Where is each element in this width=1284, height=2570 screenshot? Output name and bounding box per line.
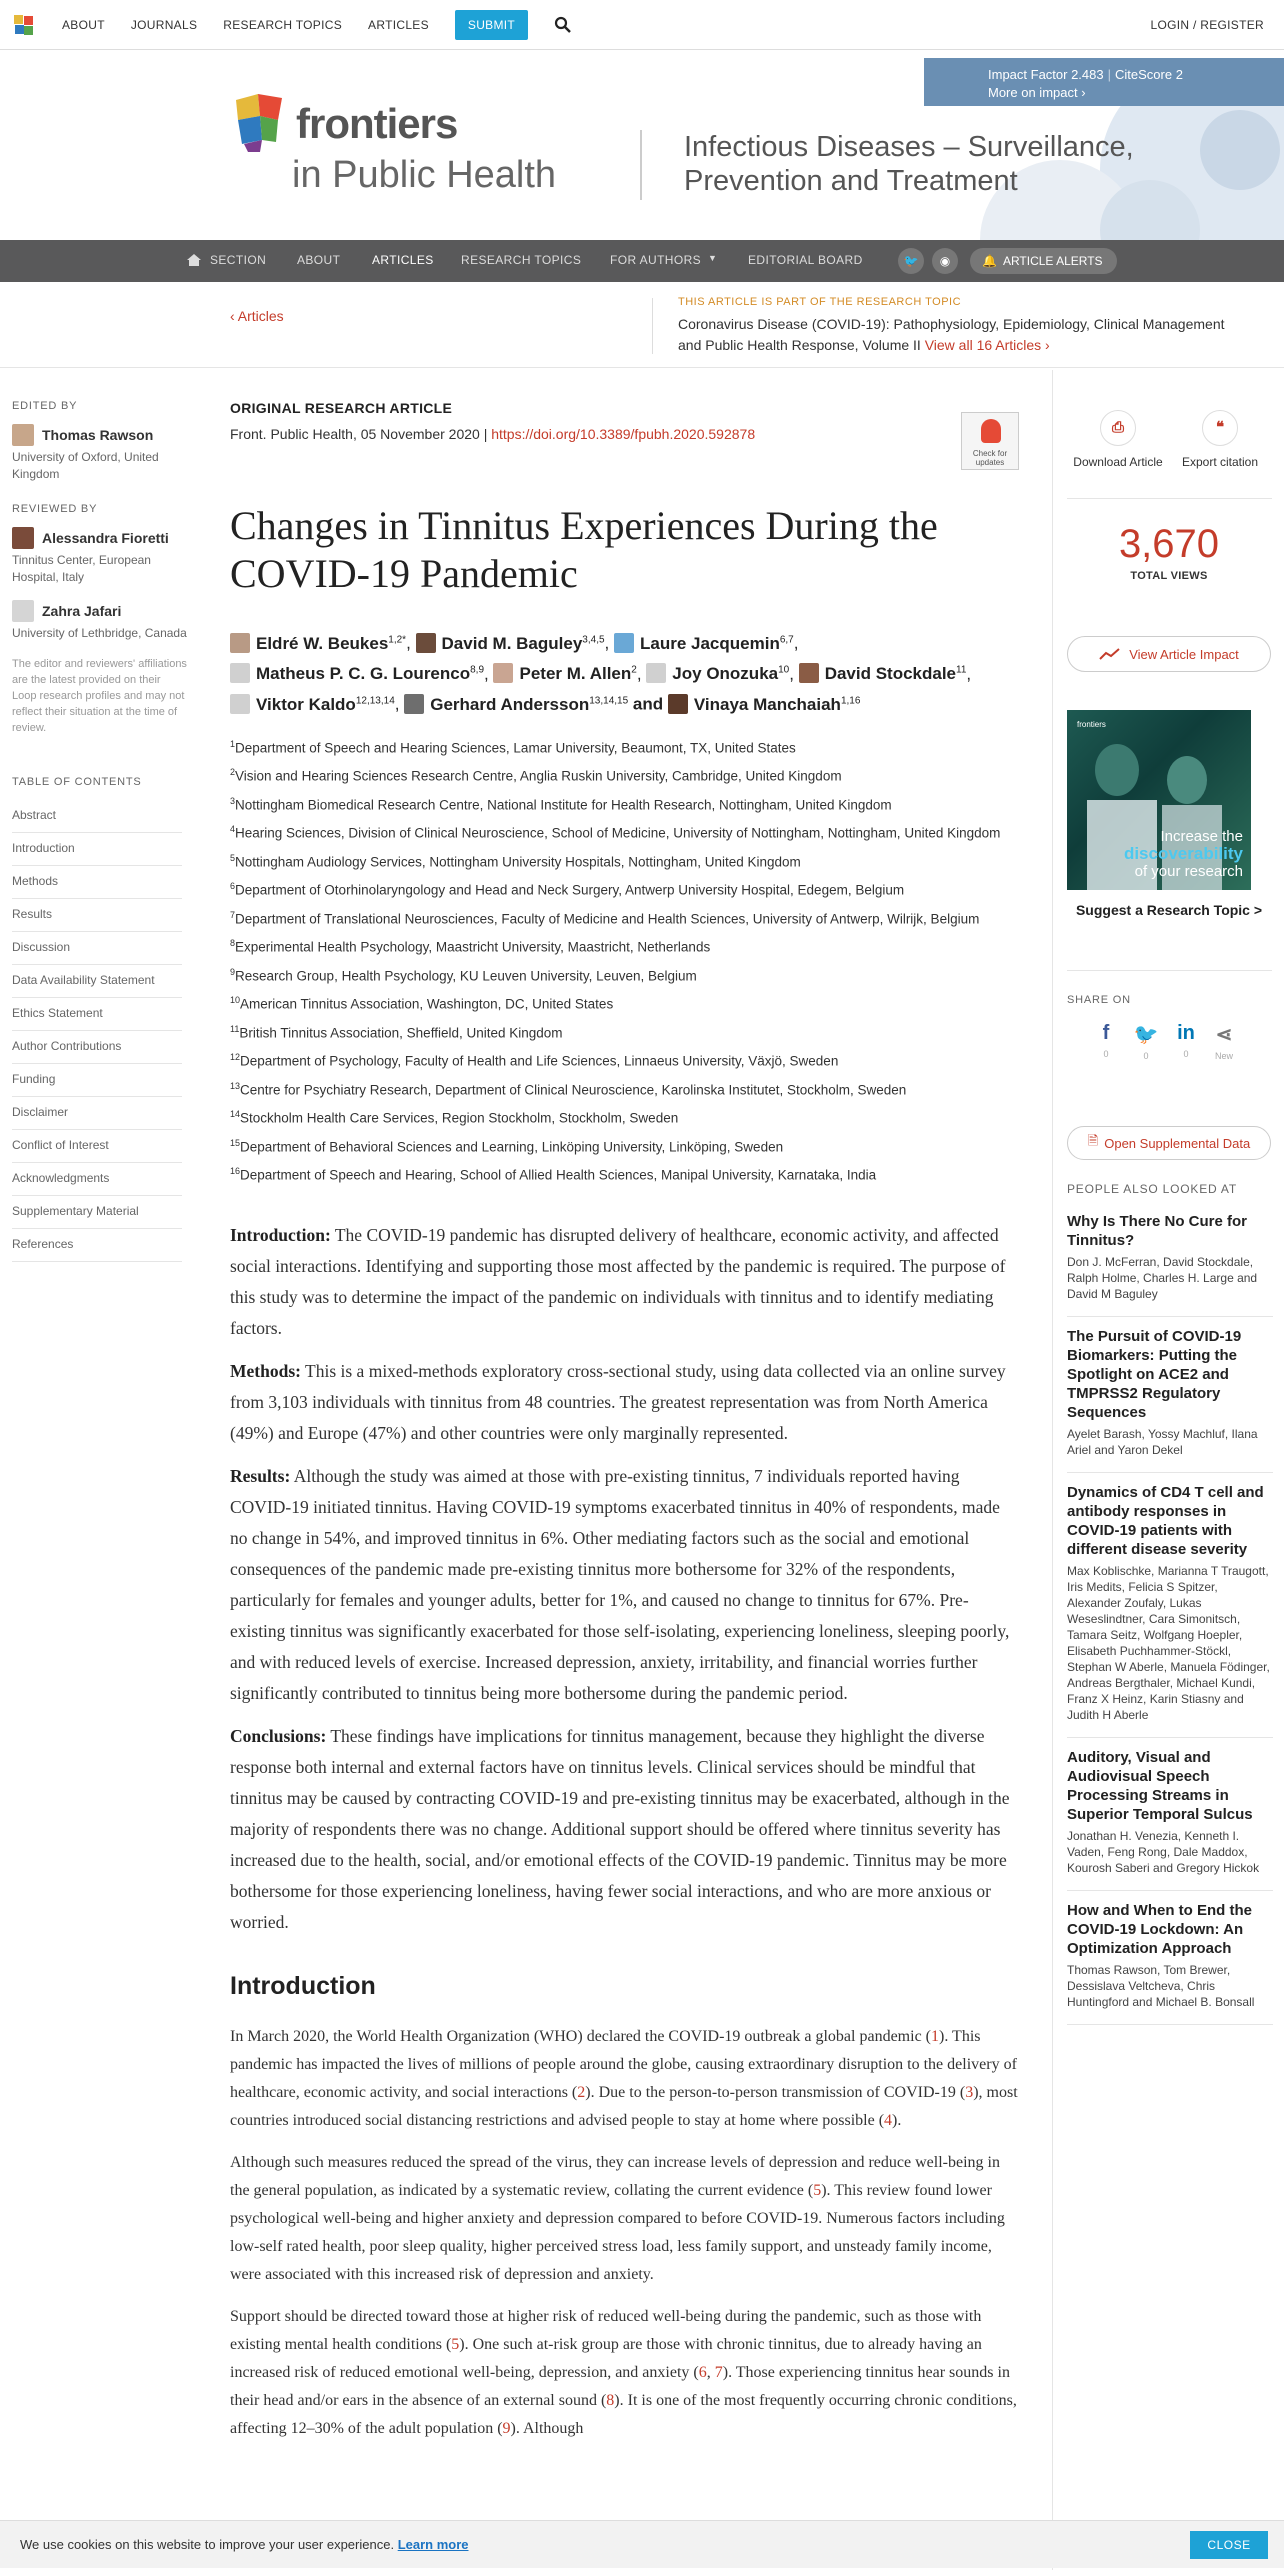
share-count: 0 [1103,1049,1109,1059]
paragraph: Although such measures reduced the spread of the virus, they can increase levels of depression and reduce well-being in the general population, as indicated by a systematic review, collating the current evidence (5). This review found lower psychological well-being and higher anxiety and depression compared to before COVID-19. Numerous factors including low-self rated health, poor sleep quality, higher perceived stress load, less family support, and unsteady family income, were associated with this increased risk of depression and anxiety. [230,2153,1005,2283]
share-count: New [1214,1051,1233,1061]
and-word: and [628,694,668,714]
author-avatar [230,694,250,714]
affiliation-number: 10 [230,995,241,1006]
article-alerts-label: ARTICLE ALERTS [1002,254,1103,268]
top-navbar [0,0,1284,50]
reviewer-note: The editor and reviewers' affiliations are the latest provided on their Loop research profiles and may not reflect their situation at the time of review. [12,658,187,734]
reviewed-by-heading: REVIEWED BY [12,503,98,515]
view-all-articles-link[interactable]: View all 16 Articles › [924,337,1050,353]
author-avatar [416,633,436,653]
author-name[interactable]: Vinaya Manchaiah [693,694,841,714]
related-article-authors: Don J. McFerran, David Stockdale, Ralph Holme, Charles H. Large and David M Baguley [1067,1255,1258,1301]
nav-journals-link[interactable]: JOURNALS [130,18,198,32]
check-badge-label: Check for updates [972,449,1008,467]
back-articles-label: Articles [237,308,284,324]
author-avatar [646,663,666,683]
toc-item[interactable]: Data Availability Statement [12,965,182,998]
author[interactable] [230,634,406,653]
frontiers-logo-icon[interactable] [12,13,36,37]
brand-name: frontiers [296,100,458,147]
affiliation: $^{10}$American Tinnitus Association, Washington, DC, United States [230,995,614,1012]
journal-name: in Public Health [292,154,557,196]
facebook-share-icon[interactable]: f 0 [1091,1022,1121,1059]
secnav-articles[interactable]: ARTICLES [372,253,434,267]
reference-link[interactable]: 5 [813,2181,822,2199]
toc-item[interactable]: Acknowledgments [12,1163,182,1196]
author-avatar [614,633,634,653]
author[interactable] [799,664,967,683]
article-alerts-button[interactable] [970,248,1117,274]
total-views-count: 3,670 [1118,522,1220,566]
author-avatar [799,663,819,683]
toc-item[interactable]: References [12,1229,182,1262]
secnav-editorial-board[interactable]: EDITORIAL BOARD [748,253,863,267]
download-article-button[interactable] [1063,410,1173,470]
affiliation-number: 12 [230,1052,241,1063]
article-type: ORIGINAL RESEARCH ARTICLE [230,400,453,416]
related-article[interactable] [1067,1327,1273,1473]
author-name[interactable]: Laure Jacquemin [640,633,780,653]
author-affiliation-number: 1,16 [840,695,861,707]
reference-link[interactable]: 9 [502,2419,511,2437]
ad-line: of your research [1134,863,1243,880]
reference-link[interactable]: 7 [714,2363,723,2381]
linkedin-share-icon[interactable]: in 0 [1171,1022,1201,1059]
suggest-research-topic-link[interactable]: Suggest a Research Topic > [1075,902,1263,918]
nav-articles-link[interactable]: ARTICLES [368,18,429,32]
affiliation-number: 8 [230,938,236,949]
secnav-section[interactable]: SECTION [210,253,267,267]
author-name[interactable]: David M. Baguley [441,633,583,653]
research-topic-link[interactable]: Coronavirus Disease (COVID-19): Pathophysiology, Epidemiology, Clinical Management and Public Health Response, Volume II [678,316,1225,353]
editor-affiliation: University of Oxford, United Kingdom [12,450,159,481]
impact-button-label: View Article Impact [1129,646,1239,662]
toc-item[interactable]: Discussion [12,932,182,965]
author-avatar [404,694,424,714]
divider [1067,970,1272,971]
related-article-title[interactable]: How and When to End the COVID-19 Lockdown: An Optimization Approach [1067,1902,1252,1957]
author-avatar [493,663,513,683]
total-views-label: TOTAL VIEWS [1130,570,1208,582]
right-sidebar [1052,370,1284,2570]
affiliation: $^8$Experimental Health Psychology, Maastricht University, Maastricht, Netherlands [230,938,711,955]
affiliation: $^{14}$Stockholm Health Care Services, Region Stockholm, Stockholm, Sweden [230,1109,679,1126]
frontiers-brand-logo-icon[interactable] [230,90,296,156]
paragraph: Support should be directed toward those at higher risk of reduced well-being during the pandemic, such as those with existing mental health conditions (5). One such at-risk group are those with chronic tinnitus, due to already having an increased risk of reduced emotional well-being, depression, and anxiety (6, 7). Those experiencing tinnitus hear sounds in their head and/or ears in the absence of an external sound (8). It is one of the most frequently occurring chronic conditions, affecting 12–30% of the adult population (9). Although [230,2307,1017,2437]
affiliation-list [230,732,1020,1188]
author[interactable] [646,664,789,683]
related-article[interactable] [1067,1212,1273,1317]
author-affiliation-number: 3,4,5 [582,634,605,645]
check-for-updates-badge[interactable] [961,412,1019,470]
toc-item[interactable]: Author Contributions [12,1031,182,1064]
home-icon [186,253,202,267]
author[interactable] [416,634,605,653]
author[interactable] [614,634,794,653]
reference-link[interactable]: 2 [577,2083,586,2101]
abstract-label: Results: [230,1465,291,1486]
avatar [12,527,34,549]
affiliation: $^{15}$Department of Behavioral Sciences and Learning, Linköping University, Linköping, Sweden [230,1137,784,1155]
table-of-contents [12,800,182,1262]
author-affiliation-number: 1,2* [388,634,407,645]
trend-chart-icon [1099,647,1121,661]
impact-factor-box[interactable]: Impact Factor 2.483 | CiteScore 2 More on impact › [924,58,1284,106]
toc-item[interactable]: Supplementary Material [12,1196,182,1229]
editor-name[interactable]: Thomas Rawson [42,427,154,443]
journal-header [0,50,1284,240]
research-topic-title [678,314,1238,356]
affiliation: $^4$Hearing Sciences, Division of Clinical Neuroscience, School of Medicine, University of Nottingham, Nottingham, United Kingdom [230,824,1001,841]
abstract-label: Introduction: [230,1224,331,1245]
reference-link[interactable]: 5 [451,2335,460,2353]
affiliation: $^{11}$British Tinnitus Association, Sheffield, United Kingdom [230,1023,563,1041]
download-label: Download Article [1073,455,1163,469]
author-name[interactable]: Matheus P. C. G. Lourenco [256,664,471,684]
ad-brand: frontiers [1077,720,1106,729]
toc-item[interactable]: Introduction [12,833,182,866]
reference-link[interactable]: 3 [965,2083,974,2101]
editor[interactable] [12,424,188,446]
crumb-divider [652,298,653,354]
author[interactable] [230,664,484,683]
author-avatar [230,633,250,653]
related-articles-list [1067,1212,1273,2035]
author[interactable] [668,695,861,714]
author-affiliation-number: 13,14,15 [589,695,629,707]
secnav-for-authors[interactable]: FOR AUTHORS [610,253,702,267]
related-article-authors: Jonathan H. Venezia, Kenneth I. Vaden, Feng Rong, Dale Maddox, Kourosh Saberi and Gregory Hickok [1067,1829,1260,1875]
nav-about-link[interactable]: ABOUT [62,18,105,32]
article-main [230,400,1020,2457]
author[interactable] [230,695,395,714]
ad-line: discoverability [1123,844,1243,863]
author-affiliation-number: 12,13,14 [355,695,395,707]
paragraph: In March 2020, the World Health Organization (WHO) declared the COVID-19 outbreak a global pandemic (1). This pandemic has impacted the lives of millions of people around the globe, causing extraordinary disruption to the delivery of healthcare, economic activity, and social interactions (2). Due to the person-to-person transmission of COVID-19 (3), most countries introduced social distancing restrictions and advised people to stay at home where possible (4). [230,2027,1018,2129]
cookie-text [20,2537,469,2552]
abstract-paragraph: Conclusions: These findings have implications for tinnitus management, because they highlight the diverse response both internal and external factors have on tinnitus levels. Clinical services should be mindful that tinnitus may be caused by contracting COVID-19 and pre-existing tinnitus may be exacerbated, although in the majority of respondents there was no change. Additional support should be offered where tinnitus severity has increased due to the health, social, and/or emotional effects of the COVID-19 pandemic. Tinnitus may be more bothersome for those experiencing loneliness, having fewer social interactions, and who are more anxious or worried. [230,1725,1010,1932]
related-article-title[interactable]: Why Is There No Cure for Tinnitus? [1067,1213,1248,1249]
affiliation: $^7$Department of Translational Neurosciences, Faculty of Medicine and Health Sciences, University of Antwerp, Wilrijk, Belgium [230,909,980,927]
learn-more-link[interactable]: Learn more [397,2537,469,2552]
affiliation: $^1$Department of Speech and Hearing Sciences, Lamar University, Beaumont, TX, United States [230,738,796,756]
people-also-looked-at-heading: PEOPLE ALSO LOOKED AT [1067,1182,1237,1196]
cookie-message: We use cookies on this website to improve your user experience. [20,2537,395,2552]
related-article-title[interactable]: The Pursuit of COVID-19 Biomarkers: Putting the Spotlight on ACE2 and TMPRSS2 Regulatory Sequences [1067,1328,1242,1421]
affiliation: $^6$Department of Otorhinolaryngology and Head and Neck Surgery, Antwerp University Hospital, Edegem, Belgium [230,881,905,898]
affiliation-number: 5 [230,852,236,863]
affiliation-number: 13 [230,1080,241,1091]
author-affiliation-number: 11 [956,664,967,676]
toc-item[interactable]: Abstract [12,800,182,833]
author-name[interactable]: Viktor Kaldo [256,694,356,714]
introduction-body [230,2023,1020,2443]
reference-link[interactable]: 1 [931,2027,939,2045]
related-article[interactable] [1067,1748,1273,1891]
cookie-close-button[interactable]: CLOSE [1190,2531,1268,2559]
affiliation: $^9$Research Group, Health Psychology, KU Leuven University, Leuven, Belgium [230,966,697,984]
share-count: 0 [1143,1051,1149,1061]
secnav-research-topics[interactable]: RESEARCH TOPICS [461,253,582,267]
affiliation-number: 2 [230,767,236,778]
submit-button[interactable]: SUBMIT [455,10,528,40]
related-article-authors: Max Koblischke, Marianna T Traugott, Iris Medits, Felicia S Spitzer, Alexander Zoufaly, Lukas Weseslindtner, Cara Simonitsch, Tamara Seitz, Wolfgang Hoepler, Elisabeth Puchhammer-Stöckl, Stephan W Aberle, Manuela Födinger, Andreas Bergthaler, Michael Kundi, Franz X Heinz, Karin Stiasny and Judith H Aberle [1067,1564,1270,1722]
impact-factor-text: Impact Factor 2.483 [988,67,1104,82]
related-article[interactable] [1067,1901,1273,2025]
toc-item[interactable]: Conflict of Interest [12,1130,182,1163]
article-title: Changes in Tinnitus Experiences During the COVID-19 Pandemic [230,503,938,596]
section-navbar [0,240,1284,282]
share-heading: SHARE ON [1067,994,1131,1006]
login-register-link[interactable]: LOGIN / REGISTER [1150,18,1264,32]
quote-icon: ❝ [1202,410,1238,446]
crossmark-icon [981,419,1001,443]
author-name[interactable]: David Stockdale [824,664,957,684]
export-label: Export citation [1181,455,1259,469]
affiliation-number: 15 [230,1137,241,1148]
export-citation-button[interactable] [1165,410,1275,470]
related-article-title[interactable]: Auditory, Visual and Audiovisual Speech Processing Streams in Superior Temporal Sulcus [1067,1749,1253,1823]
related-article-title[interactable]: Dynamics of CD4 T cell and antibody responses in COVID-19 patients with different disease severity [1067,1484,1264,1558]
ad-text [1124,828,1243,880]
research-topic-ad[interactable] [1067,710,1251,890]
chevron-left-icon: ‹ [230,308,238,324]
toc-item[interactable]: Methods [12,866,182,899]
abstract-label: Methods: [230,1360,301,1381]
breadcrumb-band [0,282,1284,368]
author-affiliation-number: 6,7 [779,634,794,645]
toc-item[interactable]: Disclaimer [12,1097,182,1130]
reviewer[interactable] [12,600,188,622]
author-name[interactable]: Joy Onozuka [672,664,779,684]
document-icon: 🗎 [1087,1133,1099,1148]
header-divider [640,130,642,200]
affiliation-number: 11 [230,1023,240,1034]
toc-item[interactable]: Funding [12,1064,182,1097]
ad-line: Increase the [1160,828,1243,845]
author-affiliation-number: 8,9 [470,664,485,676]
reviewer-name[interactable]: Zahra Jafari [42,603,122,619]
article-citation [230,426,1020,442]
affiliation-number: 1 [230,738,236,749]
reference-link[interactable]: 8 [606,2391,615,2409]
reviewer-affiliation: University of Lethbridge, Canada [12,626,187,640]
abstract-paragraph: Results: Although the study was aimed at those with pre-existing tinnitus, 7 individuals reported having COVID-19 initiated tinnitus. Having COVID-19 symptoms exacerbated tinnitus in 40% of respondents, made no change in 54%, and improved tinnitus in 6%. Other mediating factors such as the social and emotional consequences of the pandemic made pre-existing tinnitus more bothersome for 32% of the respondents, particularly for females and younger adults, better for 1%, and caused no change to tinnitus for 67%. Pre-existing tinnitus was significantly exacerbated for those self-isolating, experiencing loneliness, sleeping poorly, and with reduced levels of exercise. Increased depression, anxiety, irritability, and financial worries further significantly contributed to tinnitus being more bothersome during the pandemic period. [230,1465,1010,1703]
author-name[interactable]: Peter M. Allen [519,664,632,684]
pdf-icon: ⎙ [1100,410,1136,446]
affiliation: $^3$Nottingham Biomedical Research Centre, National Institute for Health Research, Nottingham, United Kingdom [230,795,892,813]
secnav-about[interactable]: ABOUT [297,253,341,267]
rss-icon[interactable]: ◉ [932,248,958,274]
avatar [12,424,34,446]
edited-by-heading: EDITED BY [12,400,78,412]
section-name: Infectious Diseases – Surveillance, Prevention and Treatment [684,131,1134,197]
affiliation-number: 7 [230,909,236,920]
top-nav-links [62,0,572,50]
chevron-down-icon: ▼ [708,253,718,263]
supp-button-label: Open Supplemental Data [1104,1135,1251,1151]
twitter-icon[interactable]: 🐦 [898,248,924,274]
affiliation-number: 3 [230,795,236,806]
share-icon[interactable]: ⋖ New [1209,1022,1239,1061]
affiliation-number: 4 [230,824,236,835]
citation-text: Front. Public Health, 05 November 2020 | [230,426,488,442]
toc-item[interactable]: Results [12,899,182,932]
author-affiliation-number: 2 [631,664,637,676]
affiliation-number: 6 [230,881,236,892]
twitter-share-icon[interactable]: 🐦 0 [1131,1022,1161,1061]
author-name[interactable]: Gerhard Andersson [430,694,590,714]
reference-link[interactable]: 4 [884,2111,893,2129]
affiliation-number: 16 [230,1166,241,1177]
reviewer-name[interactable]: Alessandra Fioretti [42,530,169,546]
author-list: Eldré W. Beukes$^{1,2*}$, David M. Baguley$^{3,4,5}$, Laure Jacquemin$^{6,7}$, Matheus P. C. G. Lourenco$^{8,9}$, Peter M. Allen$^2$, Joy Onozuka$^{10}$, David Stockdale$^{11}$, Viktor Kaldo$^{12,13,14}$, Gerhard Andersson$^{13,14,15}$ and Vinaya Manchaiah$^{1,16}$ [230,626,1020,718]
reviewer[interactable] [12,527,188,549]
introduction-heading: Introduction [230,1971,376,2000]
author-affiliation-number: 10 [778,664,790,676]
abstract-paragraph: Introduction: The COVID-19 pandemic has disrupted delivery of healthcare, economic activity, and affected social interactions. Identifying and supporting those most affected by the pandemic is required. The purpose of this study was to determine the impact of the pandemic on individuals with tinnitus and to identify mediating factors. [230,1224,1006,1338]
view-article-impact-button[interactable] [1067,636,1271,672]
cookie-banner [0,2520,1284,2568]
search-icon[interactable] [554,16,572,34]
related-article-authors: Ayelet Barash, Yossy Machluf, Ilana Ariel and Yaron Dekel [1067,1427,1258,1457]
more-on-impact-link[interactable]: More on impact › [988,85,1086,100]
author-name[interactable]: Eldré W. Beukes [256,633,389,653]
share-count: 0 [1183,1049,1189,1059]
nav-research-topics-link[interactable]: RESEARCH TOPICS [223,18,343,32]
doi-link[interactable]: https://doi.org/10.3389/fpubh.2020.592878 [491,426,756,442]
affiliation: $^5$Nottingham Audiology Services, Nottingham University Hospitals, Nottingham, United Kingdom [230,852,801,870]
related-article[interactable] [1067,1483,1273,1738]
abstract-label: Conclusions: [230,1725,327,1746]
back-to-articles-link[interactable] [230,308,284,324]
affiliation: $^{12}$Department of Psychology, Faculty of Health and Life Sciences, Linnaeus University, Växjö, Sweden [230,1052,839,1069]
avatar [12,600,34,622]
affiliation: $^{16}$Department of Speech and Hearing, School of Allied Health Sciences, Manipal University, Karnataka, India [230,1166,877,1183]
toc-heading: TABLE OF CONTENTS [12,776,142,788]
open-supplemental-data-button[interactable] [1067,1126,1271,1160]
author-avatar [668,694,688,714]
reference-link[interactable]: 6 [698,2363,707,2381]
bell-icon: 🔔 [982,254,997,268]
affiliation-number: 9 [230,966,236,977]
research-topic-tag: THIS ARTICLE IS PART OF THE RESEARCH TOPIC [678,296,962,308]
citescore-text: CiteScore 2 [1115,67,1183,82]
author[interactable] [493,664,636,683]
toc-item[interactable]: Ethics Statement [12,998,182,1031]
reviewer-affiliation: Tinnitus Center, European Hospital, Italy [12,553,151,584]
affiliation: $^{13}$Centre for Psychiatry Research, Department of Clinical Neuroscience, Karolinska Institutet, Stockholm, Sweden [230,1080,907,1098]
affiliation: $^2$Vision and Hearing Sciences Research Centre, Anglia Ruskin University, Cambridge, United Kingdom [230,767,842,784]
abstract [230,1220,1020,1938]
abstract-paragraph: Methods: This is a mixed-methods exploratory cross-sectional study, using data collected via an online survey from 3,103 individuals with tinnitus from 48 countries. The greatest representation was from North America (49%) and Europe (47%) and other countries were only marginally represented. [230,1360,1006,1443]
author-avatar [230,663,250,683]
divider [1067,498,1272,499]
author[interactable] [404,695,628,714]
left-sidebar [12,400,188,1262]
affiliation-number: 14 [230,1109,241,1120]
related-article-authors: Thomas Rawson, Tom Brewer, Dessislava Veltcheva, Chris Huntingford and Michael B. Bonsall [1067,1963,1255,2009]
